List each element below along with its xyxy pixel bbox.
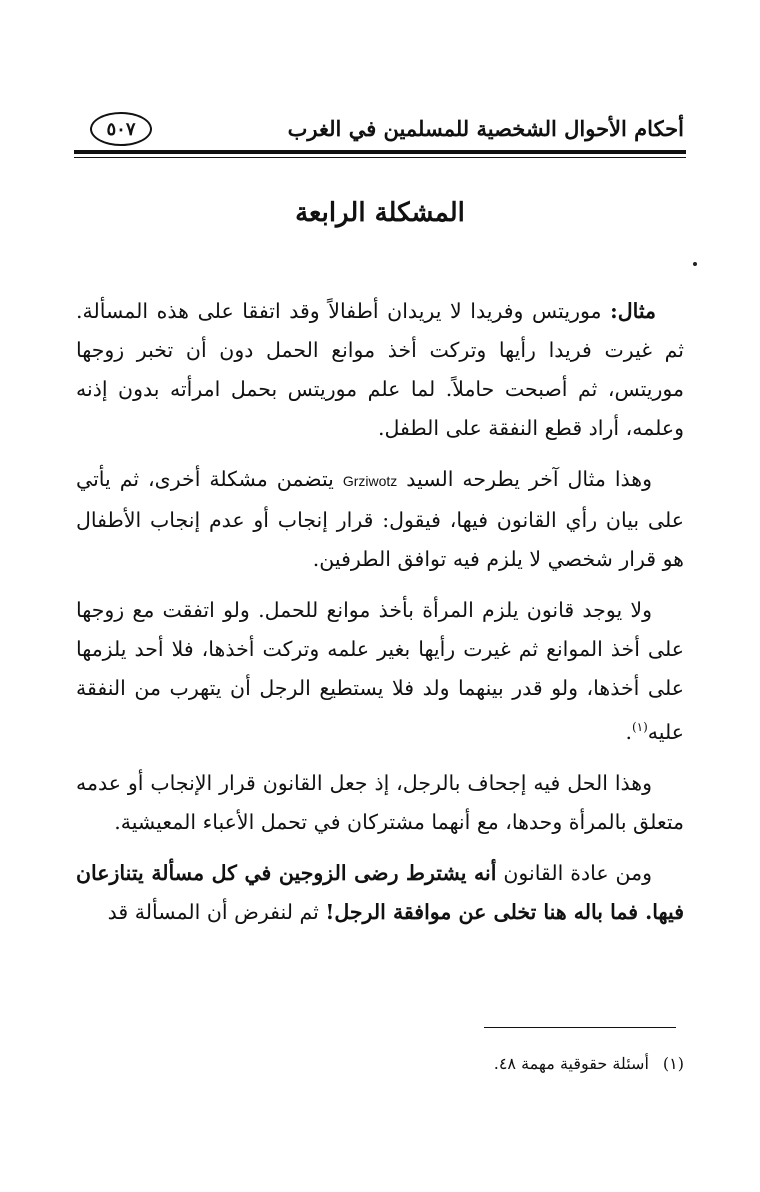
author-name: Grziwotz bbox=[342, 473, 398, 489]
header-rule-thick bbox=[74, 150, 686, 154]
example-label: مثال: bbox=[610, 299, 656, 323]
paragraph-5-bold: أنه يشترط رضى الزوجين في كل مسألة يتنازعان فيها. فما باله هنا تخلى عن موافقة الرجل! bbox=[76, 860, 684, 924]
paragraph-5-after: ثم لنفرض أن المسألة قد bbox=[107, 899, 326, 924]
footnote-ref[interactable]: (١) bbox=[631, 720, 648, 734]
paragraph-1-text: موريتس وفريدا لا يريدان أطفالاً وقد اتفقا على هذه المسألة. ثم غيرت فريدا رأيها وتركت أخذ موانع الحمل دون أن تخبر زوجها موريتس، ثم أصبحت حاملاً. لما علم موريتس بحمل امرأته بدون إذنه وعلمه، أراد قطع النفقة على الطفل. bbox=[76, 299, 684, 440]
paragraph-4 bbox=[76, 764, 684, 842]
page-number: ٥٠٧ bbox=[90, 112, 152, 146]
paragraph-1 bbox=[76, 292, 684, 448]
paragraph-3 bbox=[76, 591, 684, 752]
footnote-number: (١) bbox=[662, 1054, 684, 1073]
paragraph-2-before: وهذا مثال آخر يطرحه السيد bbox=[397, 467, 652, 491]
footnote bbox=[284, 1054, 684, 1073]
footnote-rule bbox=[484, 1027, 676, 1028]
page-header bbox=[76, 108, 684, 148]
paragraph-2 bbox=[76, 460, 684, 579]
footnote-text: أسئلة حقوقية مهمة ٤٨. bbox=[493, 1054, 649, 1073]
paragraph-2-after: يتضمن مشكلة أخرى، ثم يأتي على بيان رأي القانون فيها، فيقول: قرار إنجاب أو عدم إنجاب الأطفال هو قرار شخصي لا يلزم فيه توافق الطرفين. bbox=[76, 467, 684, 571]
ink-dot bbox=[693, 262, 697, 266]
paragraph-3-text: ولا يوجد قانون يلزم المرأة بأخذ موانع للحمل. ولو اتفقت مع زوجها على أخذ الموانع ثم غيرت رأيها بغير علمه وتركت أخذها، فلا أحد يلزمها على أخذها، ولو قدر بينهما ولد فلا يستطيع الرجل أن يتهرب من النفقة عليه bbox=[76, 598, 684, 744]
header-rule-thin bbox=[74, 157, 686, 158]
body-text bbox=[76, 292, 684, 944]
paragraph-3-end: . bbox=[625, 719, 632, 744]
paragraph-5-before: ومن عادة القانون bbox=[496, 860, 652, 885]
running-title: أحكام الأحوال الشخصية للمسلمين في الغرب bbox=[287, 116, 684, 141]
paragraph-4-text: وهذا الحل فيه إجحاف بالرجل، إذ جعل القانون قرار الإنجاب أو عدمه متعلق بالمرأة وحدها، مع أنهما مشتركان في تحمل الأعباء المعيشية. bbox=[76, 770, 684, 834]
section-title: المشكلة الرابعة bbox=[295, 198, 465, 228]
paragraph-5 bbox=[76, 854, 684, 932]
